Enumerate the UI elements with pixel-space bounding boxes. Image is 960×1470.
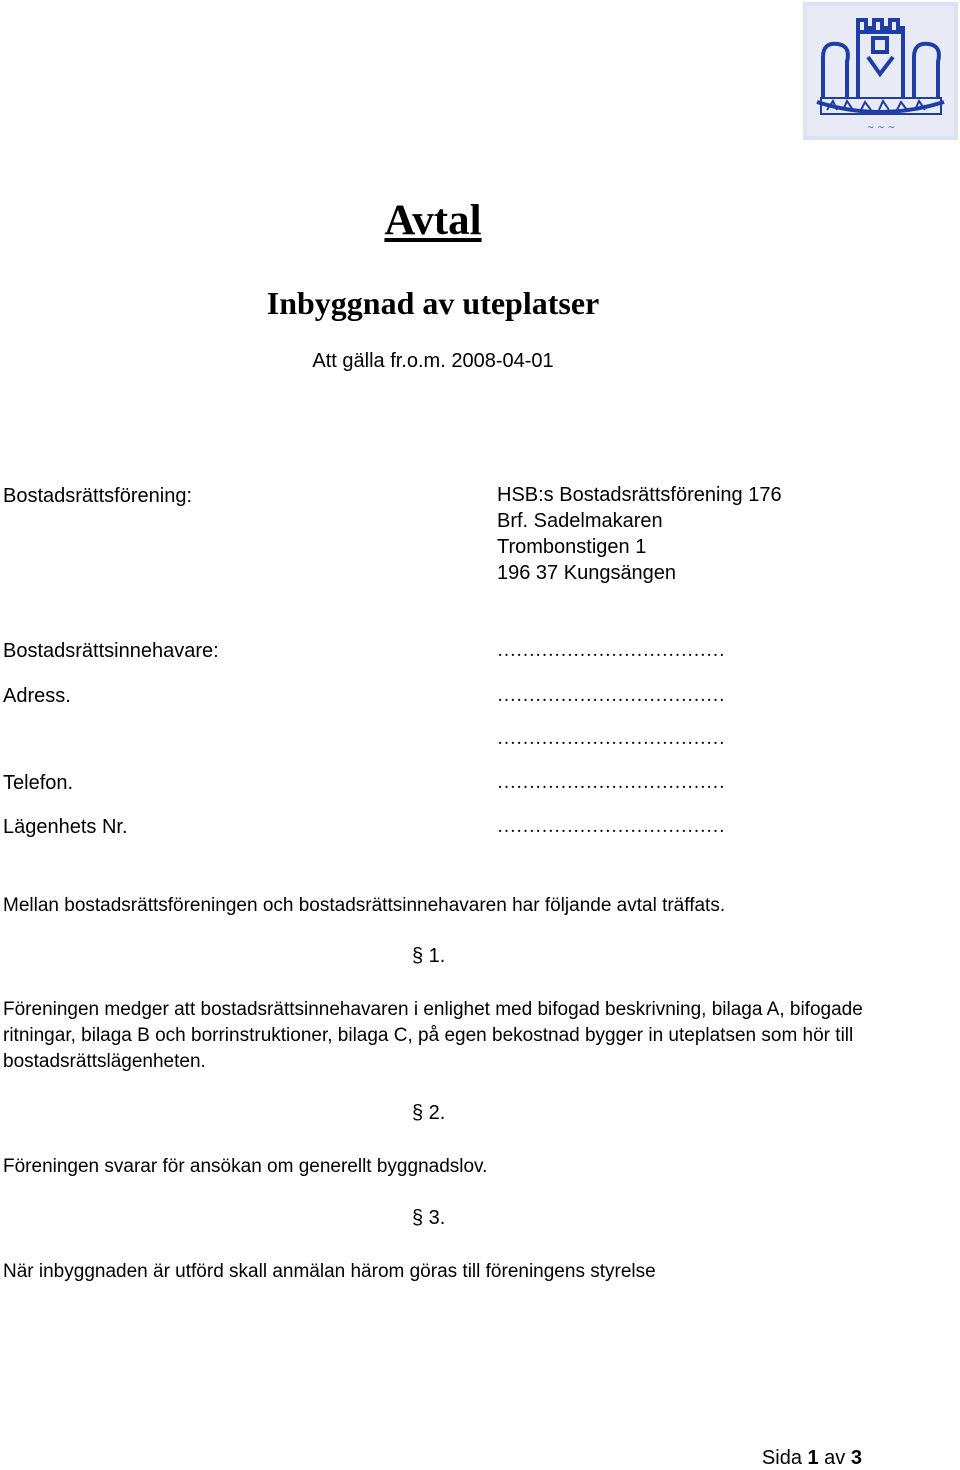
section-2-text: Föreningen svarar för ansökan om generellt byggnadslov.: [3, 1156, 488, 1177]
association-postal-line: 196 37 Kungsängen: [497, 562, 677, 584]
svg-text:~ ~ ~: ~ ~ ~: [866, 123, 896, 133]
association-brf-line: Brf. Sadelmakaren: [497, 510, 663, 532]
section-1-text: Föreningen medger att bostadsrättsinnehavaren i enlighet med bifogad beskrivning, bilaga A, bifogade ritningar, bilaga B och borrinstruktioner, bilaga C, på egen bekostnad bygger in uteplatsen som hör till bostadsrättslägenheten.: [3, 999, 863, 1072]
section-3-heading: § 3.: [412, 1207, 446, 1229]
logo-image: [803, 2, 958, 140]
page-total: 3: [850, 1447, 862, 1469]
association-logo: [803, 2, 958, 140]
section-2-heading: § 2.: [412, 1102, 446, 1124]
address-blank-line-1[interactable]: ………………………………: [497, 685, 725, 706]
association-label: Bostadsrättsförening:: [3, 485, 192, 507]
section-3-text: När inbyggnaden är utförd skall anmälan härom göras till föreningens styrelse: [3, 1261, 656, 1282]
page-number: 1: [807, 1447, 819, 1469]
holder-label: Bostadsrättsinnehavare:: [3, 640, 219, 662]
phone-blank[interactable]: ………………………………: [497, 772, 725, 793]
apartment-blank[interactable]: ………………………………: [497, 816, 725, 837]
apartment-label: Lägenhets Nr.: [3, 816, 128, 838]
address-label: Adress.: [3, 685, 71, 707]
association-name-line: HSB:s Bostadsrättsförening 176: [497, 484, 782, 506]
holder-blank[interactable]: ………………………………: [497, 640, 725, 661]
document-title: Avtal: [384, 197, 482, 244]
page-middle: av: [818, 1447, 851, 1469]
section-1-heading: § 1.: [412, 945, 446, 967]
valid-from-date: Att gälla fr.o.m. 2008-04-01: [312, 350, 554, 372]
page-prefix: Sida: [761, 1447, 808, 1469]
document-subtitle: Inbyggnad av uteplatser: [266, 285, 600, 321]
phone-label: Telefon.: [3, 772, 74, 794]
page-footer: [762, 1447, 862, 1470]
address-blank-line-2[interactable]: ………………………………: [497, 728, 725, 749]
association-street-line: Trombonstigen 1: [497, 536, 647, 558]
association-address-block: [497, 482, 782, 586]
agreement-intro: Mellan bostadsrättsföreningen och bostadsrättsinnehavaren har följande avtal träffats.: [3, 895, 726, 916]
